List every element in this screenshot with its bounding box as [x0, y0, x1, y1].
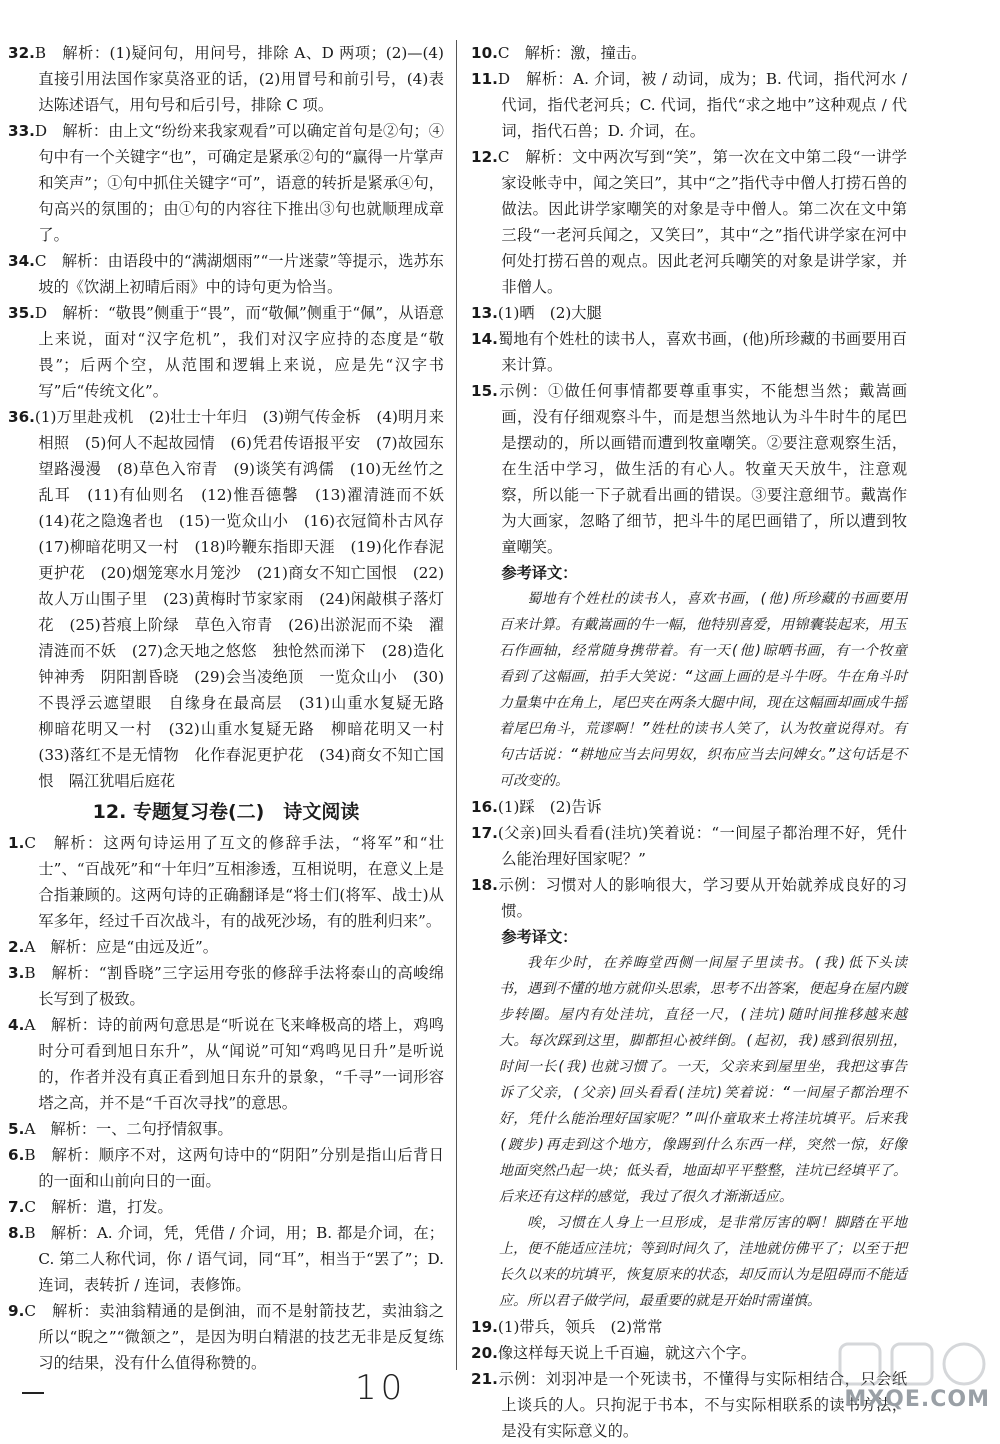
answer-item	[8, 1194, 444, 1220]
answer-item	[471, 378, 907, 560]
answer-text: C 解析：卖油翁精通的是倒油，而不是射箭技艺，卖油翁之所以“睨之”“微颔之”，是因为明白精湛的技艺无非是反复练习的结果，没有什么值得称赞的。	[24, 1302, 444, 1372]
answer-item	[471, 40, 907, 66]
answer-item	[471, 326, 907, 378]
answer-number: 10.	[471, 44, 498, 62]
reference-translation-text-2b: 唉，习惯在人身上一旦形成，是非常厉害的啊！脚踏在平地上，便不能适应洼坑；等到时间久了，洼地就仿佛平了；以至于把长久以来的坑填平，恢复原来的状态，却反而认为是阻碍而不能适应。所以君子做学问，最重要的就是开始时需谨慎。	[499, 1215, 907, 1309]
answer-number: 15.	[471, 382, 498, 400]
answer-number: 18.	[471, 876, 498, 894]
left-column	[8, 40, 460, 1376]
answer-text: C 解析：由语段中的“满湖烟雨”“一片迷蒙”等提示，选苏东坡的《饮湖上初晴后雨》中的诗句更为恰当。	[34, 252, 444, 296]
answer-text: D 解析：由上文“纷纷来我家观看”可以确定首句是②句；④句中有一个关键字“也”，可确定是紧承②句的“赢得一片掌声和笑声”；①句中抓住关键字“可”，语意的转折是紧承④句，句高兴的氛围的；由①句的内容往下推出③句也就顺理成章了。	[34, 122, 444, 244]
answer-text: 示例：习惯对人的影响很大，学习要从开始就养成良好的习惯。	[497, 876, 907, 920]
answer-text: B 解析：A. 介词，凭，凭借 / 介词，用；B. 都是介词，在；C. 第二人称代词，你 / 语气词，同“耳”，相当于“罢了”；D. 连词，表转折 / 连词，表修饰。	[24, 1224, 444, 1294]
answer-item	[471, 66, 907, 144]
answer-text: (1)踩 (2)告诉	[497, 798, 602, 816]
answer-item	[471, 794, 907, 820]
answer-item	[8, 934, 444, 960]
answer-number: 2.	[8, 938, 25, 956]
reference-translation-label: 参考译文：	[501, 564, 578, 582]
answer-text: C 解析：激，撞击。	[497, 44, 647, 62]
answer-text: (1)晒 (2)大腿	[497, 304, 602, 322]
answer-number: 33.	[8, 122, 35, 140]
answer-text: A 解析：诗的前两句意思是“听说在飞来峰极高的塔上，鸡鸣时分可看到旭日东升”，从“闻说”可知“鸡鸣见日升”是听说的，作者并没有真正看到旭日东升的景象，“千寻”一词形容塔之高，并不是“千百次寻找”的意思。	[24, 1016, 444, 1112]
answer-number: 1.	[8, 834, 25, 852]
answer-item	[8, 300, 444, 404]
answer-text: A 解析：一、二句抒情叙事。	[24, 1120, 233, 1138]
answer-item	[8, 1116, 444, 1142]
page-number: 10	[355, 1368, 407, 1408]
answer-number: 11.	[471, 70, 498, 88]
footer-dash	[22, 1392, 44, 1394]
reference-translation-text-2a: 我年少时，在养晦堂西侧一间屋子里读书。(我)低下头读书，遇到不懂的地方就仰头思索，思考不出答案，便起身在屋内踱步转圈。屋内有处洼坑，直径一尺，(洼坑)随时间推移越来越大。每次踩到这里，脚都担心被绊倒。(起初，我)感到很别扭，时间一长(我)也就习惯了。一天，父亲来到屋里坐，我把这事告诉了父亲，(父亲)回头看看(洼坑)笑着说：“一间屋子都治理不好，凭什么能治理好国家呢？”叫仆童取来土将洼坑填平。后来我(踱步)再走到这个地方，像踢到什么东西一样，突然一惊，好像地面突然凸起一块；低头看，地面却平平整整，洼坑已经填平了。后来还有这样的感觉，我过了很久才渐渐适应。	[499, 955, 907, 1205]
answer-number: 3.	[8, 964, 25, 982]
answer-item	[8, 118, 444, 248]
answer-number: 20.	[471, 1344, 498, 1362]
answer-list-part4	[471, 794, 907, 924]
watermark-text: MXQE.COM	[844, 1387, 990, 1412]
answer-text: (1)带兵，领兵 (2)常常	[497, 1318, 663, 1336]
answer-text: 像这样每天说上千百遍，就这六个字。	[497, 1344, 757, 1362]
answer-text: B 解析：顺序不对，这两句诗中的“阴阳”分别是指山后背日的一面和山前向日的一面。	[24, 1146, 444, 1190]
answer-list-part3	[471, 40, 907, 560]
reference-translation-text: 蜀地有个姓杜的读书人，喜欢书画，(他)所珍藏的书画要用百来计算。有戴嵩画的牛一幅，他特别喜爱，用锦囊装起来，用玉石作画轴，经常随身携带着。有一天(他)晾晒书画，有一个牧童看到了这幅画，拍手大笑说：“这画上画的是斗牛呀。牛在角斗时力量集中在角上，尾巴夹在两条大腿中间，现在这幅画却画成牛摇着尾巴角斗，荒谬啊！”姓杜的读书人笑了，认为牧童说得对。有句古话说：“耕地应当去问男奴，织布应当去问婢女。”这句话是不可改变的。	[499, 591, 907, 789]
answer-number: 35.	[8, 304, 35, 322]
answer-text: 示例：①做任何事情都要尊重事实，不能想当然；戴嵩画画，没有仔细观察斗牛，而是想当然地认为斗牛时牛的尾巴是摆动的，所以画错而遭到牧童嘲笑。②要注意观察生活，在生活中学习，做生活的有心人。牧童天天放牛，注意观察，所以能一下子就看出画的错误。③要注意细节。戴嵩作为大画家，忽略了细节，把斗牛的尾巴画错了，所以遭到牧童嘲笑。	[497, 382, 907, 556]
answer-item	[8, 1142, 444, 1194]
answer-item	[8, 830, 444, 934]
answer-item	[8, 960, 444, 1012]
answer-number: 19.	[471, 1318, 498, 1336]
answer-item	[471, 872, 907, 924]
answer-text: (1)万里赴戎机 (2)壮士十年归 (3)朔气传金柝 (4)明月来相照 (5)何人不起故园情 (6)凭君传语报平安 (7)故园东望路漫漫 (8)草色入帘青 (9)谈笑有鸿儒 (10)无丝竹之乱耳 (11)有仙则名 (12)惟吾德馨 (13)濯清涟而不妖 (14)花之隐逸者也 (15)一览众山小 (16)衣冠简朴古风存 (17)柳暗花明又一村 (18)吟鞭东指即天涯 (19)化作春泥更护花 (20)烟笼寒水月笼沙 (21)商女不知亡国恨 (22)故人万山围子里 (23)黄梅时节家家雨 (24)闲敲棋子落灯花 (25)苔痕上阶绿 草色入帘青 (26)出淤泥而不染 濯清涟而不妖 (27)念天地之悠悠 独怆然而涕下 (28)造化钟神秀 阴阳割昏晓 (29)会当凌绝顶 一览众山小 (30)不畏浮云遮望眼 自缘身在最高层 (31)山重水复疑无路 柳暗花明又一村 (32)山重水复疑无路 柳暗花明又一村 (33)落红不是无情物 化作春泥更护花 (34)商女不知亡国恨 隔江犹唱后庭花	[34, 408, 460, 790]
answer-item	[471, 1314, 907, 1340]
answer-text: D 解析：A. 介词，被 / 动词，成为；B. 代词，指代河水 / 代词，指代老河兵；C. 代词，指代“求之地中”这种观点 / 代词，指代石兽；D. 介词，在。	[497, 70, 907, 140]
answer-number: 32.	[8, 44, 35, 62]
section-title: 12. 专题复习卷(二) 诗文阅读	[92, 801, 360, 823]
answer-item	[8, 1298, 444, 1376]
answer-item	[8, 248, 444, 300]
answer-item	[8, 40, 444, 118]
answer-number: 21.	[471, 1370, 498, 1388]
answer-number: 6.	[8, 1146, 25, 1164]
answer-text: B 解析：“割昏晓”三字运用夸张的修辞手法将泰山的高峻绵长写到了极致。	[24, 964, 444, 1008]
answer-text: A 解析：应是“由远及近”。	[24, 938, 218, 956]
answer-item	[471, 820, 907, 872]
answer-text: C 解析：遣，打发。	[24, 1198, 173, 1216]
answer-number: 17.	[471, 824, 498, 842]
answer-text: B 解析：(1)疑问句，用问号，排除 A、D 两项；(2)—(4)直接引用法国作家莫洛亚的话，(2)用冒号和前引号，(4)表达陈述语气，用句号和后引号，排除 C 项。	[34, 44, 444, 114]
answer-item	[8, 1220, 444, 1298]
answer-text: C 解析：文中两次写到“笑”，第一次在文中第二段“一讲学家设帐寺中，闻之笑曰”，其中“之”指代寺中僧人打捞石兽的做法。因此讲学家嘲笑的对象是寺中僧人。第二次在文中第三段“一老河兵闻之，又笑曰”，其中“之”指代讲学家在河中何处打捞石兽的观点。因此老河兵嘲笑的对象是讲学家，并非僧人。	[497, 148, 907, 296]
answer-number: 34.	[8, 252, 35, 270]
answer-list-part1	[8, 40, 460, 794]
answer-number: 4.	[8, 1016, 25, 1034]
answer-number: 16.	[471, 798, 498, 816]
answer-number: 8.	[8, 1224, 25, 1242]
answer-text: 示例：刘羽冲是一个死读书，不懂得与实际相结合，只会纸上谈兵的人。只拘泥于书本，不与实际相联系的读书方法，是没有实际意义的。	[497, 1370, 907, 1440]
answer-item	[471, 300, 907, 326]
right-column	[471, 40, 907, 1444]
answer-text: 蜀地有个姓杜的读书人，喜欢书画，(他)所珍藏的书画要用百来计算。	[497, 330, 907, 374]
answer-text: D 解析：“敬畏”侧重于“畏”，而“敬佩”侧重于“佩”，从语意上来说，面对“汉字危机”，我们对汉字应持的态度是“敬畏”；后两个空，从范围和逻辑上来说，应是先“汉字书写”后“传统文化”。	[34, 304, 444, 400]
answer-number: 5.	[8, 1120, 25, 1138]
answer-item	[8, 404, 460, 794]
answer-number: 9.	[8, 1302, 25, 1320]
answer-item	[471, 144, 907, 300]
answer-number: 36.	[8, 408, 35, 426]
answer-number: 13.	[471, 304, 498, 322]
answer-number: 14.	[471, 330, 498, 348]
reference-translation-label-2: 参考译文：	[501, 928, 578, 946]
answer-text: C 解析：这两句诗运用了互文的修辞手法，“将军”和“壮士”、“百战死”和“十年归”互相渗透，互相说明，在意义上是合指兼顾的。这两句诗的正确翻译是“将士们(将军、战士)从军多年，经过千百次战斗，有的战死沙场，有的胜利归来”。	[24, 834, 444, 930]
answer-number: 7.	[8, 1198, 25, 1216]
answer-number: 12.	[471, 148, 498, 166]
answer-list-part2	[8, 830, 444, 1376]
answer-item	[8, 1012, 444, 1116]
answer-text: (父亲)回头看看(洼坑)笑着说：“一间屋子都治理不好，凭什么能治理好国家呢？”	[497, 824, 907, 868]
